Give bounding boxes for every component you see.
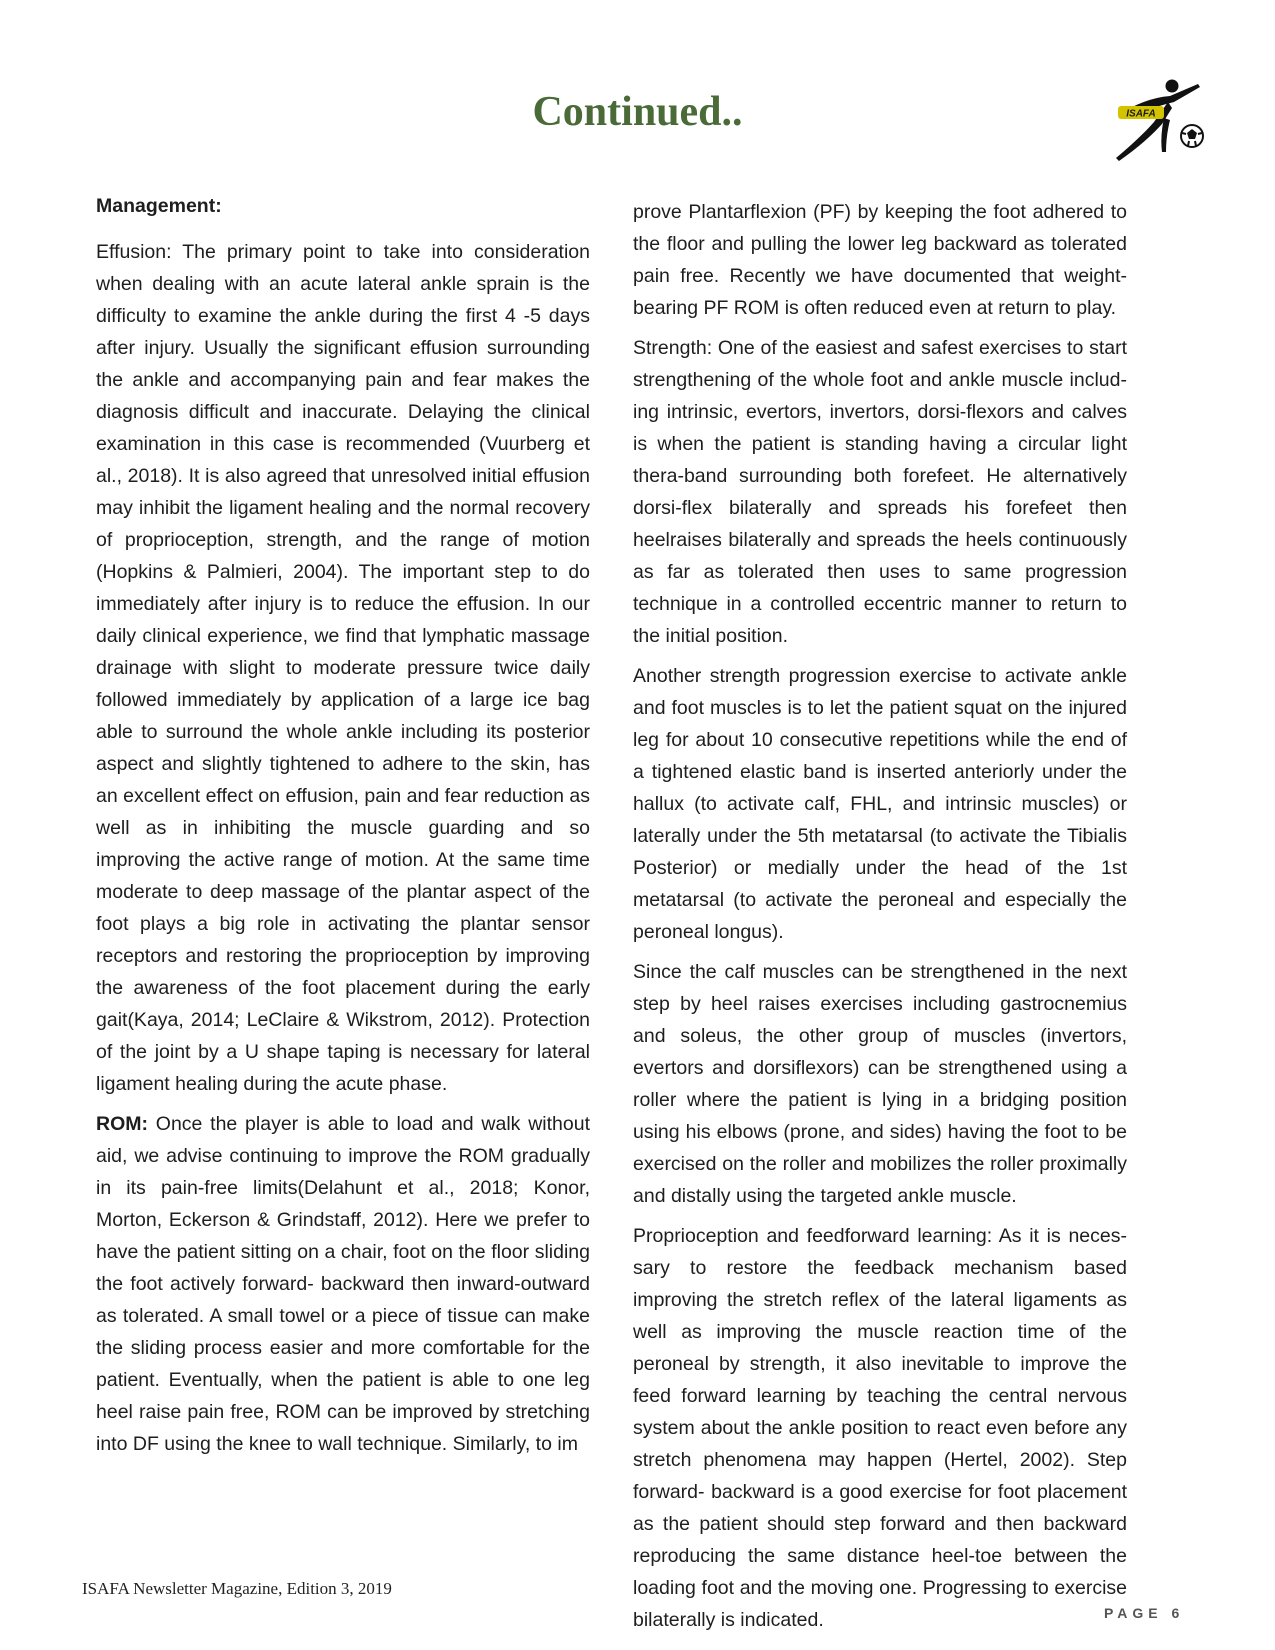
page-number: PAGE 6 — [1104, 1605, 1185, 1621]
rom-paragraph — [96, 1108, 590, 1460]
publication-footer: ISAFA Newsletter Magazine, Edition 3, 2019 — [82, 1579, 392, 1598]
left-column — [96, 190, 590, 1468]
proprioception-paragraph: Proprioception and feedforward learning: As it is necessary to restore the feedback mechanism based improving the stretch reflex of the lateral ligaments as well as improving the muscle reaction time of the peroneal by strength, it also inevitable to improve the feed forward learning by teaching the central nervous system about the ankle position to react even before any stretch phenomena may happen (Hertel, 2002). Step forward- backward is a good exercise for foot placement as the patient should step forward and then backward reproducing the same distance heel-toe between the loading foot and the moving one. Progressing to exercise bilaterally is indicated. — [633, 1225, 1127, 1631]
plantarflexion-paragraph: prove Plantarflexion (PF) by keeping the foot adhered to the floor and pulling the lower leg backward as tolerated pain free. Recently we have documented that weight-bearing PF ROM is often reduced even at return to play. — [633, 201, 1127, 319]
rom-label: ROM: — [96, 1113, 148, 1135]
management-heading: Management: — [96, 195, 222, 217]
calf-muscles-paragraph: Since the calf muscles can be strengthened in the next step by heel raises exercises including gastrocnemius and soleus, the other group of muscles (invertors, evertors and dorsiflexors) can be strengthened using a roller where the patient is lying in a bridging position using his elbows (prone, and sides) having the foot to be exercised on the roller and mobilizes the roller proximally and distally using the targeted ankle muscle. — [633, 961, 1127, 1207]
rom-text: Once the player is able to load and walk without aid, we advise continuing to improve the ROM gradually in its pain-free limits(Delahunt et al., 2018; Konor, Morton, Eckerson & Grindstaff, 2012). Here we prefer to have the patient sitting on a chair, foot on the floor sliding the foot actively forward- backward then inward-outward as tolerated. A small towel or a piece of tissue can make the sliding process easier and more comfortable for the patient. Eventually, when the patient is able to one leg heel raise pain free, ROM can be improved by stretching into DF using the knee to wall technique. Similarly, to im — [96, 1113, 590, 1455]
soccer-player-logo-icon — [1110, 78, 1210, 164]
right-column — [633, 196, 1127, 1644]
strength-paragraph: Strength: One of the easiest and safest exercises to start strengthening of the whole foot and ankle muscle including intrinsic, evertors, invertors, dorsi-flexors and calves is when the patient is standing having a circular light thera-band surrounding both forefeet. He alternatively dorsi-flex bilaterally and spreads his forefeet then heelraises bilaterally and spreads the heels continuously as far as tolerated then uses to same progression technique in a controlled eccentric manner to return to the initial position. — [633, 337, 1127, 647]
logo-text: ISAFA — [1126, 108, 1156, 120]
effusion-paragraph: Effusion: The primary point to take into consideration when dealing with an acute lateral ankle sprain is the difficulty to examine the ankle during the first 4 -5 days after injury. Usually the significant effusion surrounding the ankle and accompanying pain and fear makes the diagnosis difficult and inaccurate. Delaying the clinical examination in this case is recommended (Vuurberg et al., 2018). It is also agreed that unresolved initial effusion may inhibit the ligament healing and the normal recovery of proprioception, strength, and the range of motion (Hopkins & Palmieri, 2004). The important step to do immediately after injury is to reduce the effusion. In our daily clinical experience, we find that lymphatic massage drainage with slight to moderate pressure twice daily followed immediately by application of a large ice bag able to surround the whole ankle including its posterior aspect and slightly tightened to adhere to the skin, has an excellent effect on effusion, pain and fear reduction as well as in inhibiting the muscle guarding and so improving the active range of motion. At the same time moderate to deep massage of the plantar aspect of the foot plays a big role in activating the plantar sensor receptors and restoring the proprioception by improving the awareness of the foot placement during the early gait(Kaya, 2014; LeClaire & Wikstrom, 2012). Protection of the joint by a U shape taping is necessary for lateral ligament healing during the acute phase. — [96, 241, 590, 1095]
strength-progression-paragraph: Another strength progression exercise to activate ankle and foot muscles is to let the patient squat on the injured leg for about 10 consecutive repetitions while the end of a tightened elastic band is inserted anteriorly under the hallux (to activate calf, FHL, and intrinsic muscles) or laterally under the 5th metatarsal (to activate the Tibialis Posterior) or medially under the head of the 1st metatarsal (to activate the peroneal and especially the peroneal longus). — [633, 665, 1127, 943]
page-title: Continued.. — [532, 89, 743, 135]
